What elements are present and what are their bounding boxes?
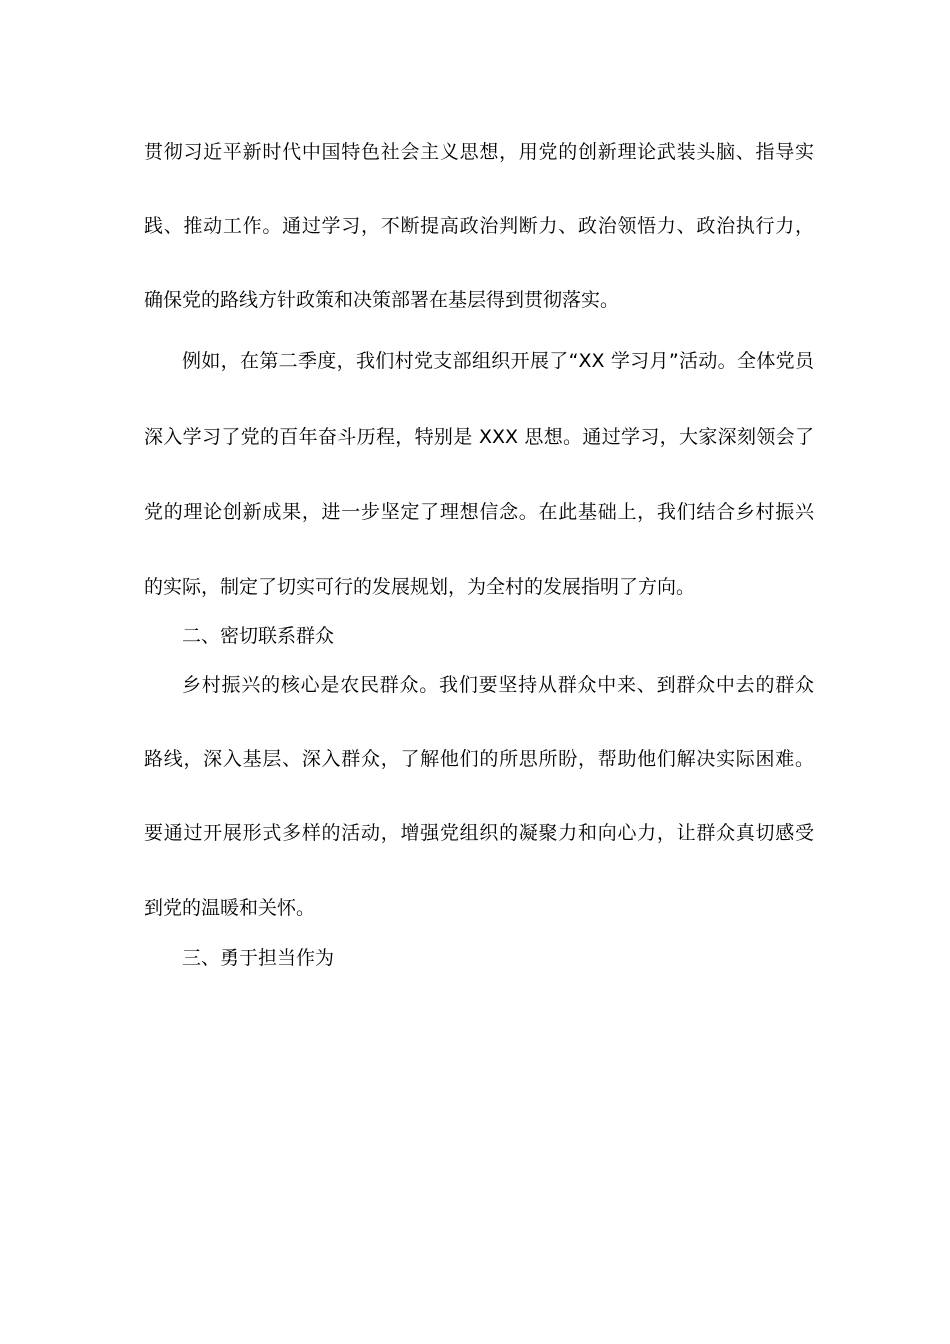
paragraph-first-line: 乡村振兴的核心是农民群众。我们要坚持从群众中来、到群众中去的群众: [182, 674, 814, 696]
text-line: 确保党的路线方针政策和决策部署在基层得到贯彻落实。: [144, 289, 620, 311]
text-line: 深入学习了党的百年奋斗历程，特别是 XXX 思想。通过学习，大家深刻领会了: [144, 426, 814, 448]
paragraph-first-line: 例如，在第二季度，我们村党支部组织开展了“XX 学习月”活动。全体党员: [182, 350, 814, 372]
text-line: 党的理论创新成果，进一步坚定了理想信念。在此基础上，我们结合乡村振兴: [144, 501, 814, 523]
text-line: 贯彻习近平新时代中国特色社会主义思想，用党的创新理论武装头脑、指导实: [144, 141, 814, 163]
text-line: 路线，深入基层、深入群众，了解他们的所思所盼，帮助他们解决实际困难。: [144, 748, 814, 770]
text-line: 的实际，制定了切实可行的发展规划，为全村的发展指明了方向。: [144, 576, 696, 598]
section-heading: 二、密切联系群众: [182, 625, 335, 647]
section-heading: 三、勇于担当作为: [182, 947, 335, 969]
text-line: 要通过开展形式多样的活动，增强党组织的凝聚力和向心力，让群众真切感受: [144, 822, 814, 844]
text-line: 到党的温暖和关怀。: [144, 897, 316, 919]
text-line: 践、推动工作。通过学习，不断提高政治判断力、政治领悟力、政治执行力，: [144, 215, 814, 237]
